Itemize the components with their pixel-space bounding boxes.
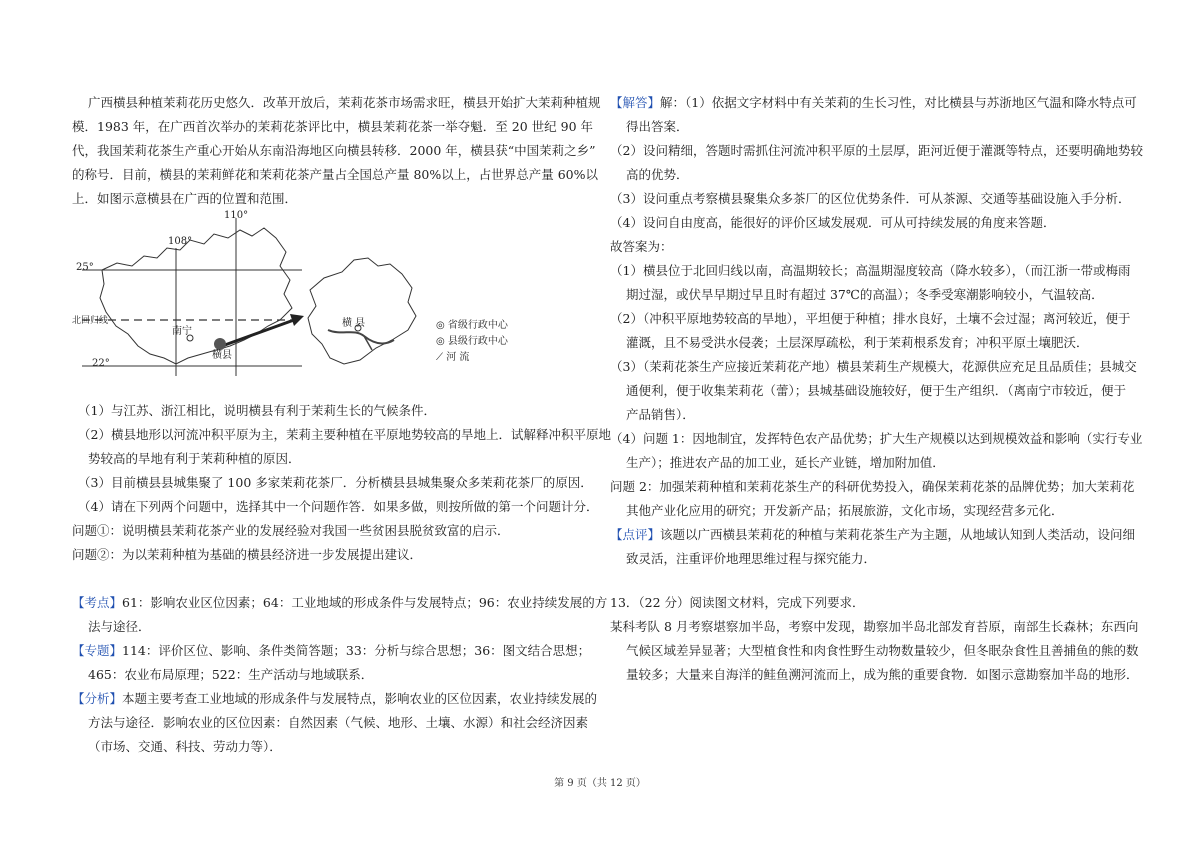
answer-line: 其他产业化应用的研究；开发新产品；拓展旅游，文化市场，实现经营多元化． [626,503,1064,518]
question-line: （3）目前横县县城集聚了 100 多家茉莉花茶厂．分析横县县城集聚众多茉莉花茶厂的原因． [78,475,593,490]
guangxi-outline [100,228,292,364]
kaodian-tag: 【考点】 [72,595,123,610]
zhuanti-cont: 465：农业布局原理；522：生产活动与地域联系． [88,667,374,682]
question-13: 13．（22 分）阅读图文材料，完成下列要求． [610,595,865,610]
dianping-tag: 【点评】 [610,527,661,542]
answer-line: 通便利，便于收集茉莉花（蕾）；县城基础设施较好，便于生产组织．（离南宁市较近，便于 [626,383,1127,398]
intro-line: 代，我国茉莉花茶生产重心开始从东南沿海地区向横县转移．2000 年，横县获“中国茉莉之乡” [72,143,596,158]
jieda-tag: 【解答】 [610,95,661,110]
county-center-icon: ◎ [436,336,445,347]
legend-river-label: 河 流 [446,352,470,363]
answer-line: 高的优势． [626,167,689,182]
question-line: 势较高的旱地有利于茉莉种植的原因． [88,451,301,466]
q13-line: 某科考队 8 月考察堪察加半岛，考察中发现，勘察加半岛北部发育苔原，南部生长森林；东西向 [610,619,1139,634]
fenxi-cont: 方法与途径．影响农业的区位因素：自然因素（气候、地形、土壤、水源）和社会经济因素 [88,715,589,730]
legend-river [436,350,508,366]
guangxi-hengxian-map [72,208,552,378]
hengxian-inset [308,258,416,364]
answer-line: （4）问题 1：因地制宜，发挥特色农产品优势；扩大生产规模以达到规模效益和影响（实行专业 [610,431,1143,446]
lat-22-label: 22° [92,358,110,369]
lon-110-label: 110° [224,210,249,221]
intro-line: 的称号．目前，横县的茉莉鲜花和茉莉花茶产量占全国总产量 80%以上，占世界总产量 60%以 [72,167,599,182]
lon-108-label: 108° [168,236,193,247]
hengxian-label: 横县 [212,350,232,361]
q13-line: 量较多；大量来自海洋的鲑鱼溯河流而上，成为熊的重要食物．如图示意勘察加半岛的地形． [626,667,1139,682]
answer-line: 故答案为： [610,239,673,254]
answer-line: （4）设问自由度高，能很好的评价区域发展观．可从可持续发展的角度来答题． [610,215,1056,230]
answer-line: （2）设问精细，答题时需抓住河流冲积平原的土层厚，距河近便于灌溉等特点，还要明确地势较 [610,143,1143,158]
legend-prov-label: 省级行政中心 [447,320,508,331]
tropic-label: 北回归线 [72,316,109,326]
dianping-text: 该题以广西横县茉莉花的种植与茉莉花茶生产为主题，从地域认知到人类活动，设问细 [660,527,1136,542]
kaodian-text: 61：影响农业区位因素；64：工业地域的形成条件与发展特点；96：农业持续发展的方 [122,595,608,610]
map-legend [436,318,508,366]
fenxi-tag: 【分析】 [72,691,123,706]
dianping [610,523,1135,546]
answer-line: 生产）；推进农产品的加工业，延长产业链，增加附加值． [626,455,945,470]
fenxi-cont: （市场、交通、科技、劳动力等）． [88,739,282,754]
intro-line: 上．如图示意横县在广西的位置和范围． [72,191,298,206]
jieda-text: 解：（1）依据文字材料中有关茉莉的生长习性，对比横县与苏浙地区气温和降水特点可 [660,95,1137,110]
answer-line: 灌溉，且不易受洪水侵袭；土层深厚疏松，利于茉莉根系发育；冲积平原土壤肥沃． [626,335,1089,350]
kaodian-cont: 法与途径． [88,619,151,634]
answer-line: 期过湿，或伏旱早期过早且时有超过 37℃的高温）；冬季受寒潮影响较小，气温较高． [626,287,1104,302]
page-footer: 第 9 页（共 12 页） [554,778,646,789]
question-line: （2）横县地形以河流冲积平原为主，茉莉主要种植在平原地势较高的旱地上．试解释冲积平原地 [78,427,611,442]
answer-line: 问题 2：加强茉莉种植和茉莉花茶生产的科研优势投入，确保茉莉花茶的品牌优势；加大茉莉花 [610,479,1135,494]
answer-line: （3）（茉莉花茶生产应接近茉莉花产地）横县茉莉生产规模大，花源供应充足且品质佳；县城交 [610,359,1137,374]
kaodian [72,591,607,614]
intro-line: 模．1983 年，在广西首次举办的茉莉花茶评比中，横县茉莉花茶一举夺魁．至 20 世纪 90 年 [72,119,593,134]
inset-county-label: 横 县 [342,318,366,329]
answer-line: 产品销售）． [626,407,695,422]
zhuanti-text: 114：评价区位、影响、条件类简答题；33：分析与综合思想；36：图文结合思想； [122,643,591,658]
lat-25-label: 25° [76,262,94,273]
nanning-label: 南宁 [172,326,192,337]
question-line: 问题②：为以茉莉种植为基础的横县经济进一步发展提出建议． [72,547,423,562]
question-line: 问题①：说明横县茉莉花茶产业的发展经验对我国一些贫困县脱贫致富的启示． [72,523,510,538]
zhuanti-tag: 【专题】 [72,643,123,658]
q13-line: 气候区域差异显著；大型植食性和肉食性野生动物数量较少，但冬眠杂食性且善捕鱼的熊的数 [626,643,1139,658]
answer-line: 得出答案． [626,119,689,134]
answer-line: （3）设问重点考察横县聚集众多茶厂的区位优势条件．可从茶源、交通等基础设施入手分析． [610,191,1131,206]
river-icon: ⟋ [436,352,443,363]
answer-line: （2）（冲积平原地势较高的旱地），平坦便于种植；排水良好，土壤不会过湿；离河较近，便于 [610,311,1131,326]
fenxi-text: 本题主要考查工业地域的形成条件与发展特点，影响农业的区位因素，农业持续发展的 [122,691,598,706]
intro-line: 广西横县种植茉莉花历史悠久．改革开放后，茉莉花茶市场需求旺，横县开始扩大茉莉种植规 [88,95,601,110]
question-line: （4）请在下列两个问题中，选择其中一个问题作答．如果多做，则按所做的第一个问题计分． [78,499,599,514]
answer-line: （1）横县位于北回归线以南，高温期较长；高温期湿度较高（降水较多），（而江浙一带或梅雨 [610,263,1131,278]
question-line: （1）与江苏、浙江相比，说明横县有利于茉莉生长的气候条件． [78,403,436,418]
jieda [610,91,1137,114]
legend-county [436,334,508,350]
fenxi [72,687,597,710]
prov-center-icon: ◎ [436,320,445,331]
zhuanti [72,639,590,662]
legend-county-label: 县级行政中心 [447,336,508,347]
legend-prov [436,318,508,334]
dianping-cont: 致灵活，注重评价地理思维过程与探究能力． [626,551,877,566]
